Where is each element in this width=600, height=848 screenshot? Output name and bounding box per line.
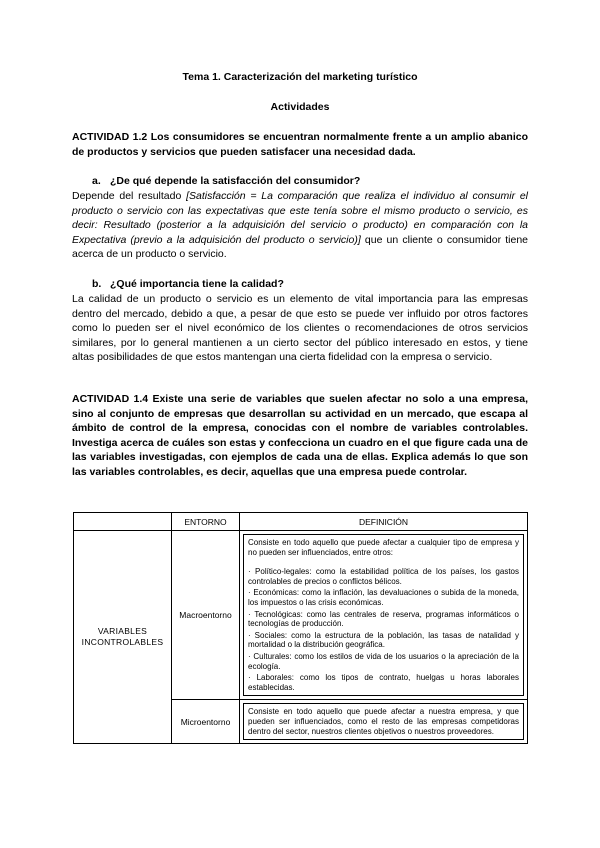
macroentorno-label: Macroentorno [172,531,240,700]
header-empty-cell [74,513,172,531]
microentorno-label: Microentorno [172,700,240,744]
question-b-label: b. [92,278,102,290]
answer-a [72,189,528,262]
variables-incontrolables-label: VARIABLES INCONTROLABLES [74,531,172,744]
microentorno-text: Consiste en todo aquello que puede afectar a nuestra empresa, y que pueden ser influenciados, como el resto de las empresas competidoras dentro del sector, nuestros clientes objetivos o nuestros proveedores. [248,707,519,736]
macroentorno-definition [243,534,524,696]
section-subtitle: Actividades [270,101,330,113]
activity-1-2-heading: ACTIVIDAD 1.2 Los consumidores se encuentran normalmente frente a un amplio abanico de productos y servicios que pueden satisfacer una necesidad dada. [72,131,528,158]
answer-a-end: que un cliente o consumidor tiene acerca de un producto o servicio. [72,233,529,260]
microentorno-definition-cell [240,700,528,744]
answer-a-definition: [Satisfacción = La comparación que realiza el individuo al consumir el producto o servicio con las expectativas que este tenía sobre el mismo producto o servicio, es decir: Resultado (posterior a la adquisición del servicio o producto) en comparación con la Expectativa (previo a la adquisición del producto o servicio)] [72,190,528,246]
table-row-macroentorno [74,531,528,700]
page-title: Tema 1. Caracterización del marketing turístico [182,71,418,83]
header-entorno: ENTORNO [172,513,240,531]
question-a-label: a. [92,175,101,187]
question-b [92,278,284,290]
question-a-text: ¿De qué depende la satisfacción del consumidor? [110,175,361,187]
macroentorno-intro: Consiste en todo aquello que puede afectar a cualquier tipo de empresa y no pueden ser influenciados, entre otros: [248,538,519,557]
table-header-row [74,513,528,531]
macro-item-politico: · Político-legales: como la estabilidad política de los países, los gastos controlables de precios o conflictos bélicos. [248,567,519,586]
answer-b: La calidad de un producto o servicio es un elemento de vital importancia para las empresas dentro del mercado, debido a que, a pesar de que esto se puede ver influido por otros factores como lo pueden ser el nivel económico de los clientes o recomendaciones de otros servicios similares, por lo general mantienen a un cierto sector del público interesado en estos, y tiene altas posibilidades de que estos mantengan una cierta fidelidad con la empresa o servicio. [72,293,528,363]
question-a [92,175,360,187]
activity-1-4-heading: ACTIVIDAD 1.4 Existe una serie de variables que suelen afectar no solo a una empresa, sino al conjunto de empresas que desarrollan su actividad en un mercado, que escapa al ámbito de control de la empresa, conocidas con el nombre de variables controlables. Investiga acerca de cuáles son estas y confecciona un cuadro en el que figure cada una de las variables investigadas, con ejemplos de cada una de ellas. Explica además lo que son las variables controlables, es decir, aquellas que una empresa puede controlar. [72,393,528,478]
macro-item-culturales: · Culturales: como los estilos de vida de los usuarios o la apreciación de la ecología. [248,651,519,671]
macro-item-tecnologicas: · Tecnológicas: como las centrales de reserva, programas informáticos o tecnologías de producción. [248,609,519,629]
macro-item-laborales: · Laborales: como los tipos de contrato, huelgas u horas laborales establecidas. [248,673,519,692]
microentorno-definition [243,703,524,740]
answer-a-intro: Depende del resultado [72,190,187,202]
header-definicion: DEFINICIÓN [240,513,528,531]
macro-item-economicas: · Económicas: como la inflación, las devaluaciones o subida de la moneda, los impuestos o las crisis económicas. [248,588,519,607]
macroentorno-definition-cell [240,531,528,700]
question-b-text: ¿Qué importancia tiene la calidad? [110,278,284,290]
variables-table [73,512,528,744]
macro-item-sociales: · Sociales: como la estructura de la población, las tasas de natalidad y mortalidad o la distribución geográfica. [248,630,519,650]
